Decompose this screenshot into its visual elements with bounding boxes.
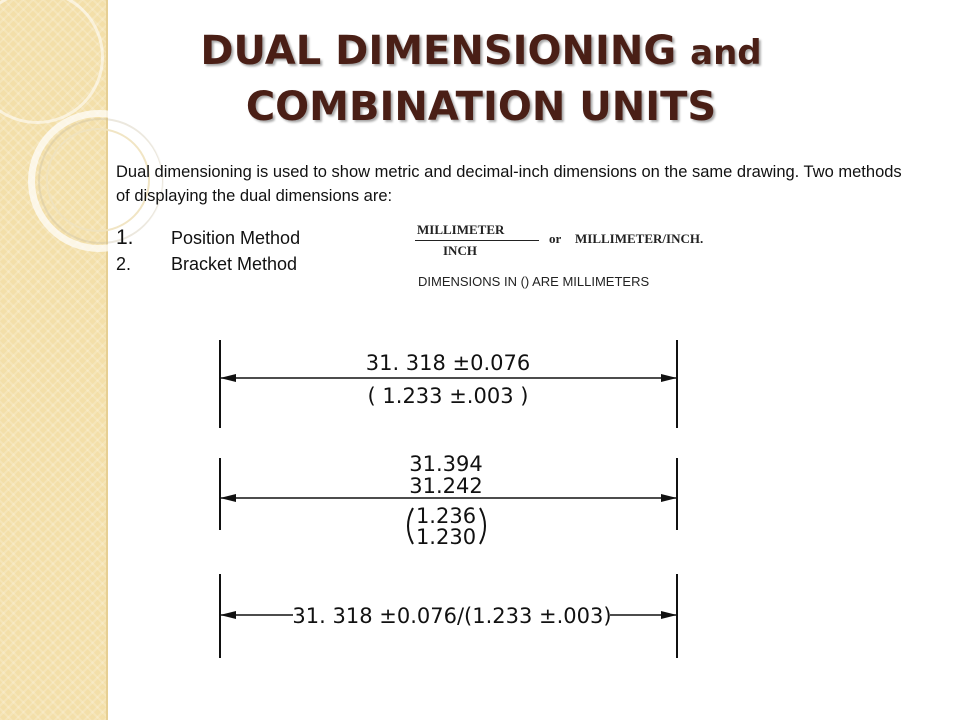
list-number: 1. [116, 226, 134, 249]
limit-dimension-example [220, 452, 677, 549]
dimension-value: 31. 318 ±0.076/(1.233 ±.003) [292, 604, 612, 628]
position-method-example [220, 340, 677, 428]
fraction-denominator: INCH [443, 243, 477, 258]
left-paren [408, 508, 413, 544]
methods-list [116, 226, 300, 282]
dimension-value: 31.242 [409, 474, 483, 498]
method-label: Position Method [171, 228, 301, 248]
title-line-2: COMBINATION UNITS [245, 84, 717, 130]
list-number: 2. [116, 254, 132, 274]
inline-format: MILLIMETER/INCH. [575, 231, 704, 246]
decorative-ring [0, 0, 104, 124]
dimension-drawing [200, 330, 700, 665]
intro-paragraph: Dual dimensioning is used to show metric and decimal-inch dimensions on the same drawing. Two methods of displaying the dual dimensions are: [116, 163, 902, 205]
dimension-value: 31.394 [409, 452, 483, 476]
list-item [116, 254, 300, 282]
title-line-1 [106, 24, 856, 80]
dimension-value: 1.230 [415, 525, 477, 549]
or-text: or [549, 231, 562, 246]
title-text-main: DUAL DIMENSIONING [200, 28, 677, 74]
dimension-value: 31. 318 ±0.076 [365, 351, 531, 375]
dimension-value: ( 1.233 ±.003 ) [367, 384, 529, 408]
slide-title [106, 24, 856, 134]
fraction-numerator: MILLIMETER [415, 222, 539, 241]
title-text-and: and [690, 33, 762, 73]
right-paren [480, 508, 485, 544]
method-label: Bracket Method [171, 254, 298, 274]
list-item [116, 226, 300, 254]
dimension-value: 1.236 [415, 504, 477, 528]
fraction-format [415, 222, 543, 259]
decorative-sidebar [0, 0, 108, 720]
bracket-method-example [220, 574, 677, 658]
millimeters-note: DIMENSIONS IN () ARE MILLIMETERS [418, 274, 650, 289]
